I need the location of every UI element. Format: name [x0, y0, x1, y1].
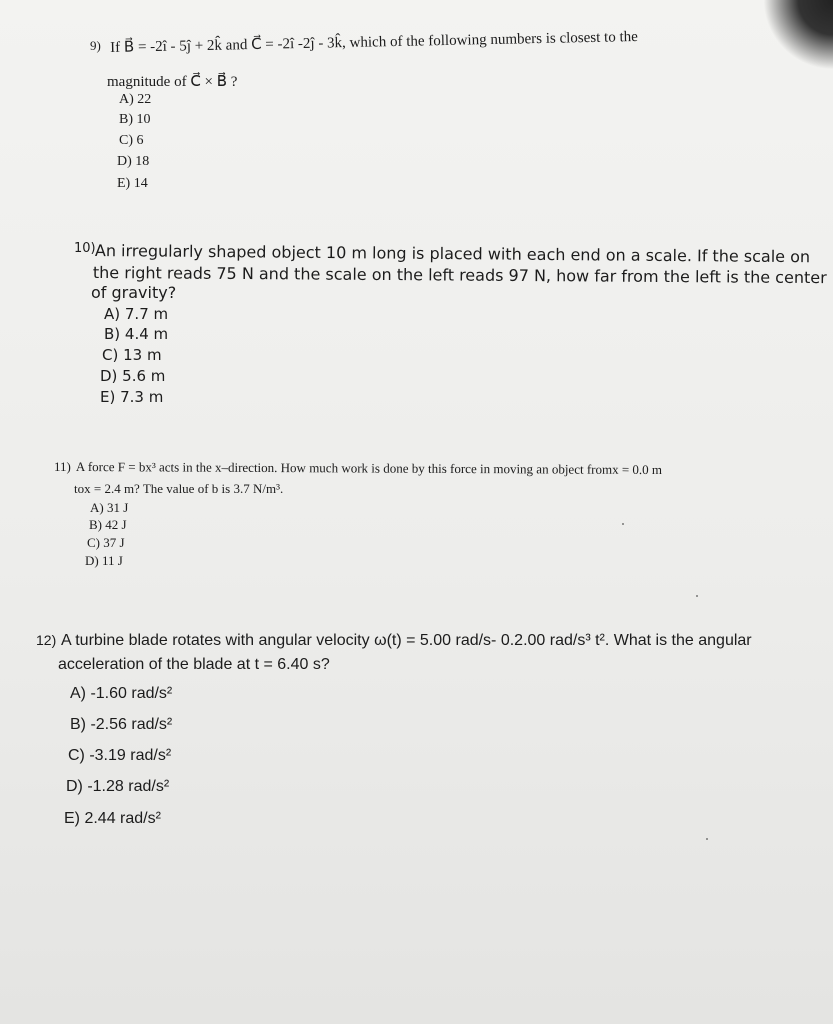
question-text-line: acceleration of the blade at t = 6.40 s? [58, 656, 330, 673]
answer-option: E) 7.3 m [100, 388, 164, 406]
paper-speck [706, 838, 708, 840]
paper-speck [622, 523, 624, 525]
answer-option: B) 10 [119, 112, 151, 127]
answer-option: C) -3.19 rad/s² [68, 747, 172, 764]
question-number: 12) [36, 632, 57, 648]
answer-option: C) 37 J [87, 535, 125, 550]
question-text-line: of gravity? [91, 283, 177, 302]
question-number: 10) [74, 241, 96, 256]
question-text-line: the right reads 75 N and the scale on the left reads 97 N, how far from the left is the center [92, 263, 827, 288]
question-text-line: tox = 2.4 m? The value of b is 3.7 N/m³. [74, 481, 284, 496]
page-corner-shadow [763, 0, 833, 70]
question-text-line: If B⃗ = -2î - 5ĵ + 2k̂ and C⃗ = -2î -2ĵ - 3k̂, which of the following numbers is closest to the [110, 28, 638, 56]
question-number: 11) [54, 459, 71, 474]
answer-option: A) 7.7 m [104, 305, 169, 323]
answer-option: A) -1.60 rad/s² [70, 685, 173, 702]
question-number: 9) [90, 38, 101, 53]
answer-option: D) 11 J [85, 553, 123, 568]
answer-option: E) 14 [117, 176, 148, 191]
answer-option: C) 13 m [102, 346, 162, 364]
answer-option: B) 42 J [89, 517, 127, 532]
paper-speck [696, 595, 698, 597]
answer-option: A) 31 J [90, 500, 129, 515]
answer-option: B) -2.56 rad/s² [70, 716, 173, 733]
answer-option: A) 22 [119, 92, 152, 107]
question-text-line: magnitude of C⃗ × B⃗ ? [107, 74, 238, 90]
answer-option: B) 4.4 m [104, 325, 169, 343]
answer-option: D) 18 [117, 154, 150, 169]
answer-option: E) 2.44 rad/s² [64, 810, 161, 827]
answer-option: D) -1.28 rad/s² [66, 778, 170, 795]
answer-option: D) 5.6 m [100, 367, 166, 385]
question-text-line: An irregularly shaped object 10 m long is placed with each end on a scale. If the scale on [94, 241, 811, 267]
question-text-line: A turbine blade rotates with angular velocity ω(t) = 5.00 rad/s- 0.2.00 rad/s³ t². What is the angular [61, 632, 752, 649]
answer-option: C) 6 [119, 133, 144, 148]
question-text-line: A force F = bx³ acts in the x–direction. How much work is done by this force in moving an object fromx = 0.0 m [75, 459, 663, 478]
